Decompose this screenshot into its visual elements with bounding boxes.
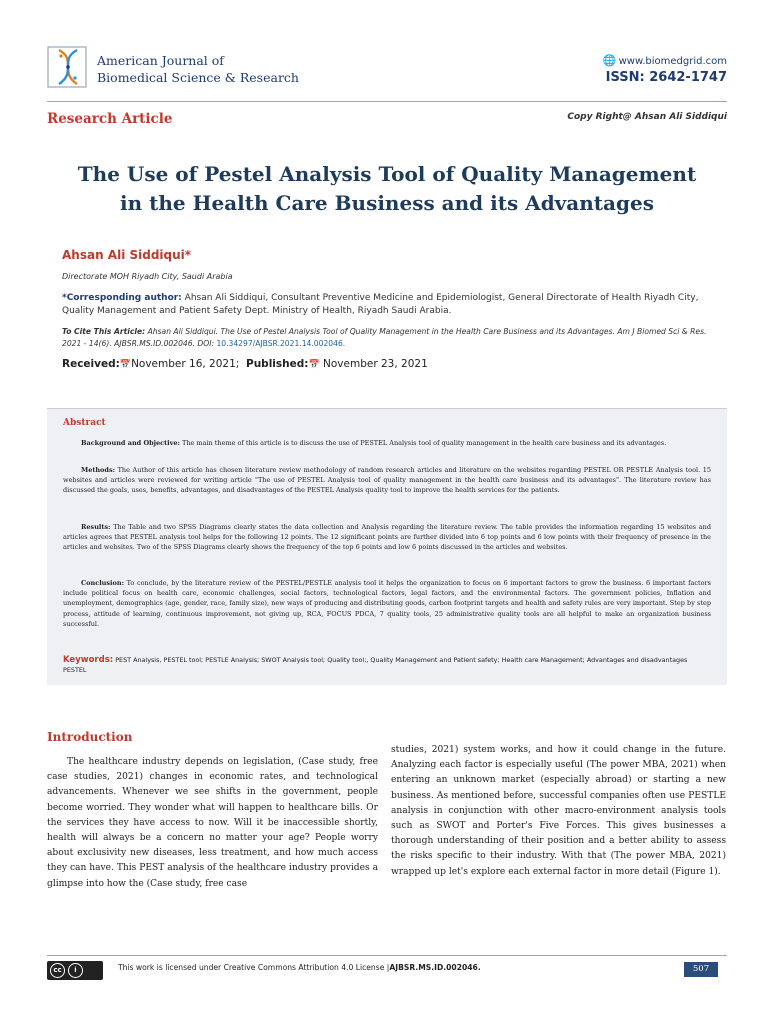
calendar-icon: 📅 xyxy=(308,360,320,370)
license-text: This work is licensed under Creative Commons Attribution 4.0 License xyxy=(118,963,385,972)
article-title-line1: The Use of Pestel Analysis Tool of Quality Management xyxy=(77,162,697,186)
published-date: November 23, 2021 xyxy=(323,358,428,370)
corresponding-label: *Corresponding author: xyxy=(62,293,182,303)
corresponding-text: Ahsan Ali Siddiqui, Consultant Preventive Medicine and Epidemiologist, General Directorate of Health Riyadh City, Quality Management and Patient Safety Dept. Ministry of Health, Riyadh Saudi Arabia. xyxy=(62,293,699,316)
calendar-icon: 📅 xyxy=(119,360,132,370)
keywords-label: Keywords: xyxy=(63,655,114,665)
corresponding-author xyxy=(62,292,722,318)
citation-label: To Cite This Article: xyxy=(62,327,146,336)
journal-name xyxy=(97,52,299,86)
issn: ISSN: 2642-1747 xyxy=(605,70,727,85)
license-id: AJBSR.MS.ID.002046. xyxy=(389,963,481,972)
introduction-right-column: studies, 2021) system works, and how it could change in the future. Analyzing each factor is especially useful (The power MBA, 2021) when entering an unknown market (especially abroad) or starting a new business. As mentioned before, successful companies often use PESTLE analysis in conjunction with other macro-environment analysis tools such as SWOT and Porter's Five Forces. This gives businesses a thorough understanding of their position and a better ability to assess the risks specific to their industry. With that (The power MBA, 2021) wrapped up let's explore each external factor in more detail (Figure 1). xyxy=(391,745,726,877)
abstract-box xyxy=(47,408,727,685)
article-title-line2: in the Health Care Business and its Advantages xyxy=(120,191,654,215)
received-date: November 16, 2021; xyxy=(131,358,240,370)
published-label: Published: xyxy=(246,358,309,370)
affiliation: Directorate MOH Riyadh City, Saudi Arabia xyxy=(62,272,233,281)
introduction-heading: Introduction xyxy=(47,730,133,744)
article-dates xyxy=(62,358,428,370)
cc-icon: cc xyxy=(50,963,65,978)
journal-name-line1: American Journal of xyxy=(97,53,224,68)
dna-logo-icon xyxy=(47,44,91,90)
keywords xyxy=(63,655,711,675)
article-type: Research Article xyxy=(47,111,173,127)
globe-icon: 🌐 xyxy=(602,54,617,67)
background-label: Background and Objective: xyxy=(81,439,180,447)
abstract-background xyxy=(63,438,711,448)
citation xyxy=(62,326,727,349)
conclusion-label: Conclusion: xyxy=(81,579,124,587)
abstract-results xyxy=(63,522,711,553)
abstract-methods xyxy=(63,465,711,496)
license-notice: This work is licensed under Creative Commons Attribution 4.0 License |AJBSR.MS.ID.002046. xyxy=(118,963,481,972)
header-divider xyxy=(47,101,727,102)
results-text: The Table and two SPSS Diagrams clearly states the data collection and Analysis regarding the literature review. The table provides the information regarding 15 websites and articles agrees that PESTEL analysis tool helps for the following 12 points. The 12 significant points are further divided into 6 top points and 6 low points with their frequency of presence in the articles and websites. Two of the SPSS Diagrams clearly shows the frequency of the top 6 points and low 6 points discussed in the articles and websites. xyxy=(63,523,711,552)
article-title xyxy=(47,160,727,218)
doi-link[interactable]: 10.34297/AJBSR.2021.14.002046. xyxy=(216,338,346,348)
website-text: www.biomedgrid.com xyxy=(618,56,727,67)
footer-divider xyxy=(47,955,727,956)
conclusion-text: To conclude, by the literature review of the PESTEL/PESTLE analysis tool it helps the organization to focus on 6 important factors to grow the business. 6 important factors include political focus on health care, economic challenges, social factors, technological factors, legal factors, and the environmental factors. The government policies, Inflation and unemployment, demographics (age, gender, race, family size), new ways of producing and distributing goods, carbon footprint targets and health and safety rules are very important. Step by step process, attitude of learning, continuous improvement, not giving up, RCA, FOCUS PDCA, 7 quality tools, 25 administrative quality tools are all helpful to make an organization business successful. xyxy=(63,579,711,628)
methods-text: The Author of this article has chosen literature review methodology of random research articles and literature on the websites regarding PESTEL OR PESTLE Analysis tool. 15 websites and articles were reviewed for writing article "The use of PESTEL Analysis tool of quality management in the health care business and its advantages". The literature review has discussed the goals, uses, benefits, advantages, and disadvantages of the PESTEL Analysis quality tool to improve the health services for the patients. xyxy=(63,466,711,495)
creative-commons-badge[interactable] xyxy=(47,961,103,980)
introduction-left-column: The healthcare industry depends on legislation, (Case study, free case studies, 2021) changes in economic rates, and technological advancements. Whenever we see shifts in the government, people become worried. They wonder what will happen to healthcare bills. Or the services they have access to now. Will it be inaccessible shortly, health will always be a concern no matter your age? People worry about exclusivity new diseases, less treatment, and how much access they can have. This PEST analysis of the healthcare industry provides a glimpse into how the (Case study, free case xyxy=(47,757,378,889)
keywords-text: PEST Analysis, PESTEL tool; PESTLE Analysis; SWOT Analysis tool; Quality tool;, Quality Management and Patient safety; Health care Management; Advantages and disadvantages PESTEL xyxy=(63,656,688,675)
results-label: Results: xyxy=(81,523,111,531)
author-name: Ahsan Ali Siddiqui* xyxy=(62,248,192,262)
received-label: Received: xyxy=(62,358,120,370)
journal-header xyxy=(47,44,727,94)
journal-website-link[interactable] xyxy=(603,54,727,67)
journal-name-line2: Biomedical Science & Research xyxy=(97,70,299,85)
copyright-notice: Copy Right@ Ahsan Ali Siddiqui xyxy=(567,112,727,122)
abstract-conclusion xyxy=(63,578,711,629)
attribution-icon: i xyxy=(68,963,83,978)
abstract-heading: Abstract xyxy=(63,418,106,428)
background-text: The main theme of this article is to discuss the use of PESTEL Analysis tool of quality management in the health care business and its advantages. xyxy=(179,439,667,447)
page-number: 507 xyxy=(684,962,718,977)
methods-label: Methods: xyxy=(81,466,115,474)
citation-text: Ahsan Ali Siddiqui. The Use of Pestel Analysis Tool of Quality Management in the Health Care Business and its Advantages. Am J Biomed Sci & Res. 2021 - 14(6). AJBSR.MS.ID.002046. DOI: xyxy=(62,327,707,348)
